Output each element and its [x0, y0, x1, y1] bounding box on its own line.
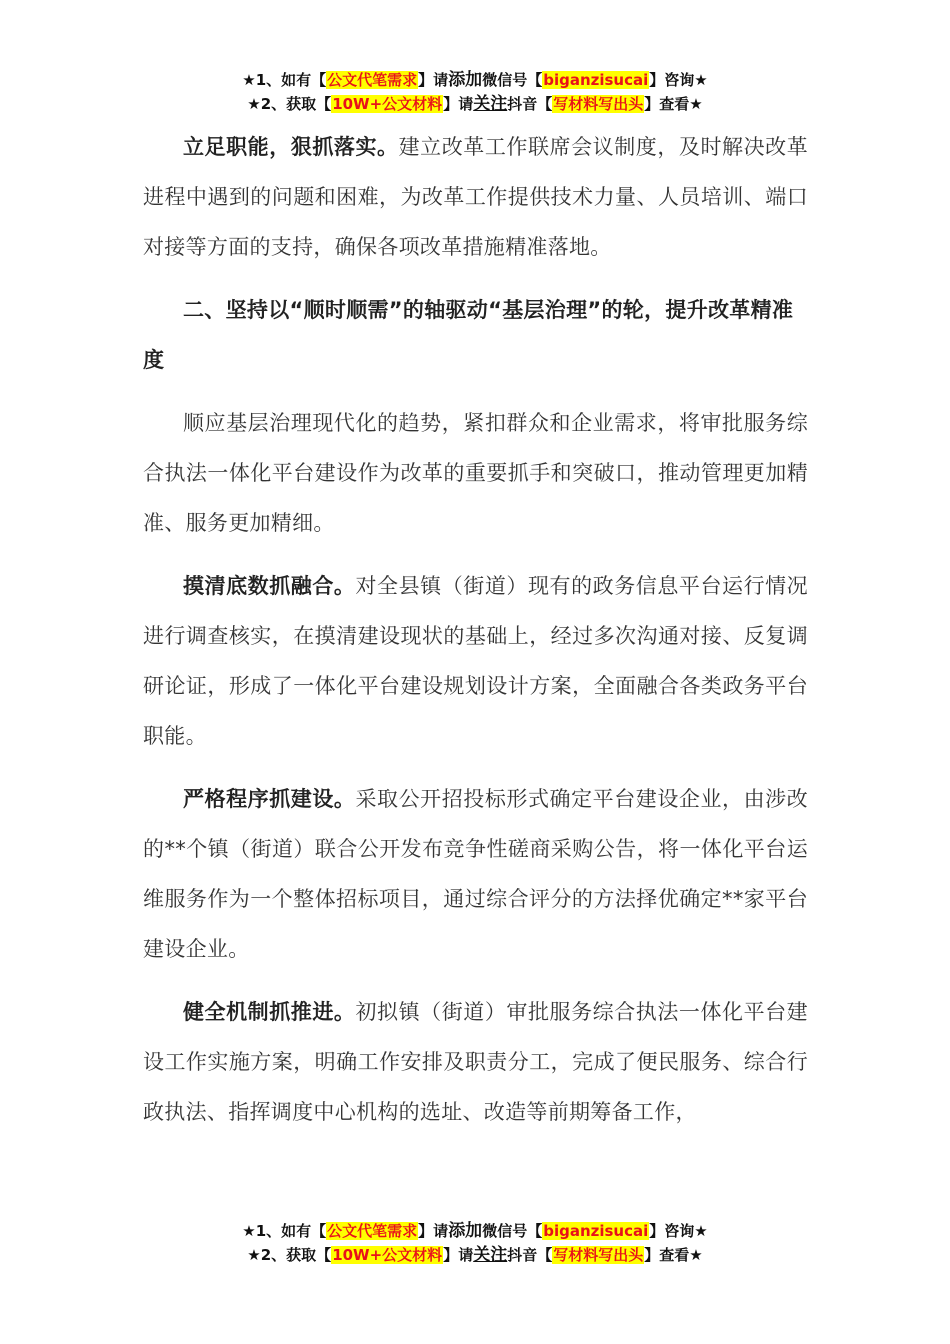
- banner-text: 微信号【: [482, 1222, 543, 1240]
- paragraph-text: 顺应基层治理现代化的趋势，紧扣群众和企业需求，将审批服务综合执法一体化平台建设作为改革的重要抓手和突破口，推动管理更加精准、服务更加精细。: [143, 411, 808, 535]
- banner-highlight: 10W+公文材料: [332, 95, 443, 113]
- paragraph-lead: 严格程序抓建设。: [183, 787, 356, 811]
- paragraph: [143, 122, 808, 272]
- banner-text: 】查看★: [644, 1246, 703, 1264]
- banner-text: ★1、如有【: [242, 71, 327, 89]
- banner-highlight: 公文代笔需求: [327, 1222, 418, 1240]
- banner-text: 抖音【: [507, 95, 553, 113]
- banner-text: ★2、获取【: [247, 1246, 332, 1264]
- banner-highlight: 写材料写出头: [553, 1246, 644, 1264]
- paragraph: [143, 774, 808, 974]
- paragraph-lead: 健全机制抓推进。: [183, 1000, 356, 1024]
- banner-emphasis: 关注: [473, 94, 508, 114]
- banner-emphasis: 添加: [448, 1221, 483, 1241]
- banner-text: 】查看★: [644, 95, 703, 113]
- banner-text: 抖音【: [507, 1246, 553, 1264]
- paragraph-text: 初拟镇（街道）审批服务综合执法一体化平台建设工作实施方案，明确工作安排及职责分工，完成了便民服务、综合行政执法、指挥调度中心机构的选址、改造等前期筹备工作，: [143, 1000, 808, 1124]
- banner-line-2: [0, 1243, 950, 1267]
- banner-highlight: 写材料写出头: [553, 95, 644, 113]
- paragraph-lead: 立足职能，狠抓落实。: [183, 135, 399, 159]
- section-heading: 二、坚持以“顺时顺需”的轴驱动“基层治理”的轮，提升改革精准度: [143, 298, 794, 372]
- paragraph-text: 建立改革工作联席会议制度，及时解决改革进程中遇到的问题和困难，为改革工作提供技术力量、人员培训、端口对接等方面的支持，确保各项改革措施精准落地。: [143, 135, 808, 259]
- paragraph-text: 采取公开招投标形式确定平台建设企业，由涉改的**个镇（街道）联合公开发布竞争性磋商采购公告，将一体化平台运维服务作为一个整体招标项目，通过综合评分的方法择优确定**家平台建设企业。: [143, 787, 808, 961]
- banner-text: 微信号【: [482, 71, 543, 89]
- paragraph-lead: 摸清底数抓融合。: [183, 574, 356, 598]
- banner-highlight: biganzisucai: [543, 71, 649, 89]
- banner-emphasis: 添加: [448, 70, 483, 90]
- banner-line-1: [0, 68, 950, 92]
- banner-highlight: biganzisucai: [543, 1222, 649, 1240]
- banner-text: 】请: [418, 71, 449, 89]
- banner-text: ★1、如有【: [242, 1222, 327, 1240]
- banner-emphasis: 关注: [473, 1245, 508, 1265]
- banner-line-2: [0, 92, 950, 116]
- banner-text: 】请: [443, 95, 474, 113]
- header-banner: [0, 68, 950, 116]
- document-body: [143, 122, 808, 1150]
- paragraph: [143, 398, 808, 548]
- banner-text: ★2、获取【: [247, 95, 332, 113]
- banner-line-1: [0, 1219, 950, 1243]
- paragraph: [143, 561, 808, 761]
- banner-highlight: 10W+公文材料: [332, 1246, 443, 1264]
- banner-text: 】咨询★: [649, 71, 708, 89]
- banner-highlight: 公文代笔需求: [327, 71, 418, 89]
- banner-text: 】请: [418, 1222, 449, 1240]
- footer-banner: [0, 1219, 950, 1267]
- paragraph-text: 对全县镇（街道）现有的政务信息平台运行情况进行调查核实，在摸清建设现状的基础上，经过多次沟通对接、反复调研论证，形成了一体化平台建设规划设计方案，全面融合各类政务平台职能。: [143, 574, 808, 748]
- banner-text: 】请: [443, 1246, 474, 1264]
- banner-text: 】咨询★: [649, 1222, 708, 1240]
- paragraph: [143, 987, 808, 1137]
